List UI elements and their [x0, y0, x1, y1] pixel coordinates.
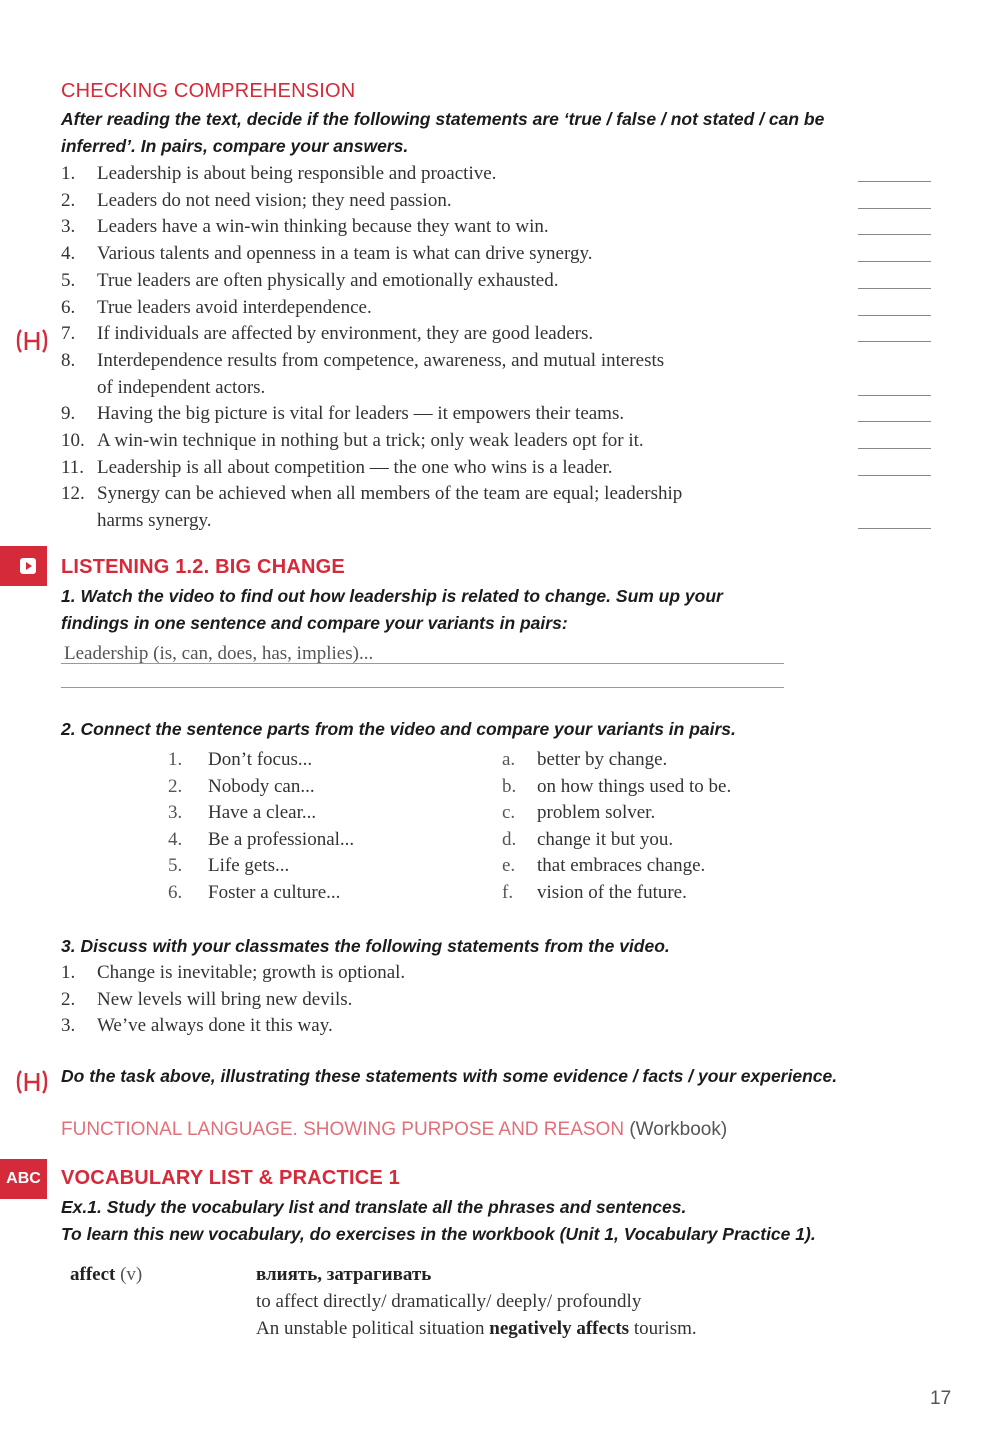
item-number: 7. [61, 323, 76, 345]
answer-blank[interactable] [858, 288, 931, 289]
task1-instruction [61, 583, 961, 637]
statement-item [61, 188, 452, 215]
left-part-text: Don’t focus... [208, 749, 313, 770]
right-part-letter: c. [502, 802, 516, 824]
answer-blank[interactable] [858, 234, 931, 235]
task2-instruction: 2. Connect the sentence parts from the video and compare your variants in pairs. [61, 719, 736, 739]
instruction-line: To learn this new vocabulary, do exercises in the workbook (Unit 1, Vocabulary Practice 1). [61, 1224, 816, 1244]
answer-line[interactable] [61, 687, 784, 688]
vocab-translation: влиять, затрагивать [256, 1264, 432, 1285]
statement-number: 3. [61, 1015, 76, 1037]
answer-blank[interactable] [858, 395, 931, 396]
statement-item [61, 295, 372, 322]
item-text: True leaders avoid interdependence. [97, 296, 372, 318]
vocab-collocations: to affect directly/ dramatically/ deeply/ profoundly [256, 1291, 642, 1312]
vocab-pos: (v) [120, 1264, 143, 1285]
left-part-text: Nobody can... [208, 775, 315, 797]
item-text: Leadership is all about competition — the one who wins is a leader. [97, 456, 613, 478]
homework-task: Do the task above, illustrating these statements with some evidence / facts / your experience. [61, 1066, 838, 1086]
item-number: 2. [61, 189, 76, 211]
answer-blank[interactable] [858, 448, 931, 449]
item-number: 1. [61, 163, 76, 184]
answer-line[interactable] [61, 663, 784, 664]
item-text: Interdependence results from competence, awareness, and mutual interests [97, 349, 665, 371]
answer-blank[interactable] [858, 315, 931, 316]
item-text: Leadership is about being responsible and proactive. [97, 163, 497, 184]
right-part-letter: e. [502, 855, 516, 877]
item-text: If individuals are affected by environment, they are good leaders. [97, 323, 594, 345]
example-text: An unstable political situation [256, 1318, 490, 1339]
statement-item [61, 268, 559, 295]
answer-blank[interactable] [858, 181, 931, 182]
right-part-text: better by change. [537, 749, 668, 770]
example-highlight: negatively affects [489, 1318, 630, 1339]
left-part-number: 1. [168, 749, 183, 770]
left-part-number: 4. [168, 828, 183, 850]
instruction [61, 106, 961, 160]
left-part-number: 3. [168, 802, 183, 824]
vocab-word: affect [70, 1264, 116, 1285]
statement-item [61, 161, 496, 188]
vocab-example [256, 1316, 697, 1343]
statement-item [61, 348, 664, 375]
item-number: 4. [61, 243, 76, 265]
right-part-letter: a. [502, 749, 516, 770]
right-part-text: that embraces change. [537, 855, 706, 877]
item-text: Leaders have a win-win thinking because they want to win. [97, 216, 549, 238]
item-text: Having the big picture is vital for leaders — it empowers their teams. [97, 403, 625, 425]
section-title-checking-comprehension: CHECKING COMPREHENSION [61, 80, 356, 102]
statement-number: 1. [61, 962, 76, 983]
left-part-text: Have a clear... [208, 802, 317, 824]
task3-instruction: 3. Discuss with your classmates the following statements from the video. [61, 936, 670, 956]
vocab-entry-word [70, 1262, 142, 1289]
statement-number: 2. [61, 988, 76, 1010]
item-number: 12. [61, 483, 85, 505]
video-statement [61, 1013, 333, 1040]
right-part-letter: d. [502, 828, 517, 850]
page-number: 17 [930, 1388, 952, 1409]
instruction-line: 1. Watch the video to find out how leadership is related to change. Sum up your [61, 586, 723, 606]
item-number: 8. [61, 349, 76, 371]
item-number: 11. [61, 456, 85, 478]
item-number: 9. [61, 403, 76, 425]
instruction-line: Ex.1. Study the vocabulary list and translate all the phrases and sentences. [61, 1197, 687, 1217]
statement-item [61, 401, 624, 428]
left-part-text: Life gets... [208, 855, 290, 877]
right-part-text: vision of the future. [537, 882, 687, 903]
example-text: tourism. [629, 1318, 697, 1339]
statement-text: New levels will bring new devils. [97, 988, 353, 1010]
item-number: 5. [61, 269, 76, 291]
right-part-text: change it but you. [537, 828, 674, 850]
video-statement [61, 987, 352, 1014]
video-statement [61, 960, 405, 987]
statement-item [61, 428, 644, 455]
play-video-icon [20, 558, 36, 574]
functional-language-heading [61, 1119, 727, 1141]
statement-text: We’ve always done it this way. [97, 1015, 333, 1037]
answer-blank[interactable] [858, 341, 931, 342]
statement-item [61, 481, 682, 508]
left-part-number: 6. [168, 882, 183, 903]
functional-language-title: FUNCTIONAL LANGUAGE. SHOWING PURPOSE AND REASON [61, 1119, 625, 1140]
item-text: Leaders do not need vision; they need passion. [97, 189, 452, 211]
statement-item [61, 455, 613, 482]
item-number: 6. [61, 296, 76, 318]
statement-item [61, 214, 549, 241]
left-part-text: Be a professional... [208, 828, 355, 850]
item-text: True leaders are often physically and emotionally exhausted. [97, 269, 559, 291]
video-badge [0, 546, 47, 586]
answer-blank[interactable] [858, 528, 931, 529]
statement-text: Change is inevitable; growth is optional. [97, 962, 406, 983]
answer-blank[interactable] [858, 475, 931, 476]
answer-blank[interactable] [858, 421, 931, 422]
homework-h-icon [15, 326, 49, 356]
section-title-listening: LISTENING 1.2. BIG CHANGE [61, 556, 345, 578]
right-part-text: problem solver. [537, 802, 656, 824]
item-number: 3. [61, 216, 76, 238]
right-part-text: on how things used to be. [537, 775, 732, 797]
item-text-continued: harms synergy. [97, 510, 212, 532]
answer-blank[interactable] [858, 208, 931, 209]
workbook-reference[interactable]: (Workbook) [629, 1119, 728, 1140]
left-part-number: 5. [168, 855, 183, 877]
abc-badge: ABC [0, 1159, 47, 1199]
item-text: Various talents and openness in a team is what can drive synergy. [97, 243, 593, 265]
item-text-continued: of independent actors. [97, 376, 266, 398]
statement-item [61, 241, 592, 268]
item-text: A win-win technique in nothing but a trick; only weak leaders opt for it. [97, 430, 644, 451]
item-text: Synergy can be achieved when all members of the team are equal; leadership [97, 483, 683, 505]
right-part-letter: b. [502, 775, 517, 797]
instruction-line: After reading the text, decide if the following statements are ‘true / false / not stated / can be [61, 109, 825, 129]
vocab-instruction [61, 1194, 981, 1248]
instruction-line: findings in one sentence and compare your variants in pairs: [61, 613, 568, 633]
homework-h-icon [15, 1067, 49, 1097]
item-number: 10. [61, 430, 85, 451]
statement-item [61, 321, 593, 348]
right-part-letter: f. [502, 882, 514, 903]
instruction-line: inferred’. In pairs, compare your answers. [61, 136, 409, 156]
answer-blank[interactable] [858, 261, 931, 262]
left-part-text: Foster a culture... [208, 882, 341, 903]
left-part-number: 2. [168, 775, 183, 797]
answer-prompt: Leadership (is, can, does, has, implies)... [64, 643, 374, 664]
section-title-vocabulary: VOCABULARY LIST & PRACTICE 1 [61, 1167, 400, 1189]
